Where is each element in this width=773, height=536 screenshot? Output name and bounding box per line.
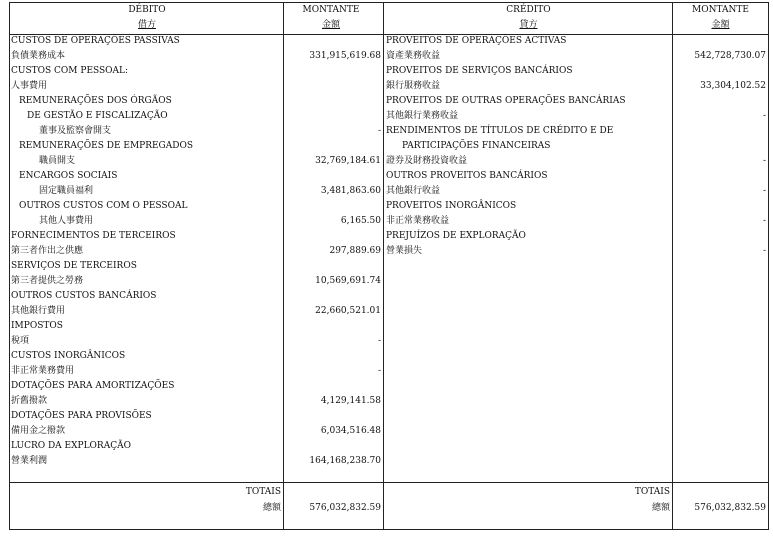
debit-amount — [281, 259, 381, 274]
credit-amount: - — [762, 216, 766, 226]
totals-label-credit: TOTAIS — [634, 487, 670, 497]
debit-amount: - — [377, 366, 381, 376]
credit-label: RENDIMENTOS DE TÍTULOS DE CRÉDITO E DE — [386, 126, 614, 136]
debit-label: 非正常業務費用 — [11, 366, 75, 376]
debit-amount — [281, 379, 381, 394]
credit-amount: - — [762, 111, 766, 121]
debit-row — [9, 274, 769, 289]
credit-amount — [675, 139, 766, 154]
credit-row — [9, 124, 769, 139]
totals-label-zh-credit: 總額 — [651, 503, 670, 513]
debit-amount: 297,889.69 — [329, 246, 381, 256]
debit-row — [9, 379, 769, 394]
debit-label: 折舊撥款 — [11, 396, 48, 406]
credit-amount — [675, 64, 766, 79]
debit-label: REMUNERAÇÕES DOS ÓRGÃOS — [19, 96, 172, 106]
credit-amount — [675, 34, 766, 49]
credit-amount — [675, 124, 766, 139]
debit-amount: 32,769,184.61 — [315, 156, 381, 166]
debit-label: CUSTOS DE OPERAÇÕES PASSIVAS — [11, 36, 180, 46]
debit-row — [9, 409, 769, 424]
credit-amount: 542,728,730.07 — [694, 51, 766, 61]
debit-label: OUTROS CUSTOS COM O PESSOAL — [19, 201, 188, 211]
debit-label: FORNECIMENTOS DE TERCEIROS — [11, 231, 176, 241]
credit-row — [9, 34, 769, 49]
debit-row — [9, 349, 769, 364]
debit-amount: 331,915,619.68 — [309, 51, 381, 61]
debit-row — [9, 424, 769, 439]
debit-label: SERVIÇOS DE TERCEIROS — [11, 261, 137, 271]
debit-amount — [281, 289, 381, 304]
credit-row — [9, 229, 769, 244]
credit-amount: - — [762, 186, 766, 196]
header-row-zh — [9, 18, 769, 33]
header-credit-zh: 貸方 — [519, 20, 538, 30]
header-amount-credit: MONTANTE — [692, 5, 749, 15]
header-amount-debit-zh: 金額 — [321, 20, 340, 30]
credit-amount — [675, 169, 766, 184]
debit-amount — [281, 319, 381, 334]
debit-label: LUCRO DA EXPLORAÇÃO — [11, 441, 131, 451]
credit-row — [9, 139, 769, 154]
debit-row — [9, 439, 769, 454]
debit-label: OUTROS CUSTOS BANCÁRIOS — [11, 291, 157, 301]
header-credit: CRÉDITO — [506, 5, 551, 15]
debit-label: 備用金之撥款 — [11, 426, 66, 436]
credit-row — [9, 109, 769, 124]
credit-row — [9, 154, 769, 169]
debit-label: IMPOSTOS — [11, 321, 63, 331]
debit-amount — [281, 349, 381, 364]
debit-label: REMUNERAÇÕES DE EMPREGADOS — [19, 141, 194, 151]
debit-label: 營業利潤 — [11, 456, 48, 466]
credit-label: 其他銀行收益 — [386, 186, 441, 196]
credit-label: 資產業務收益 — [386, 51, 441, 61]
debit-amount: 6,034,516.48 — [320, 426, 381, 436]
credit-label: 銀行服務收益 — [386, 81, 441, 91]
header-row-pt — [9, 3, 769, 18]
credit-amount — [675, 229, 766, 244]
credit-row — [9, 169, 769, 184]
header-debit-zh: 借方 — [137, 20, 156, 30]
credit-row — [9, 79, 769, 94]
credit-amount: - — [762, 246, 766, 256]
debit-row — [9, 289, 769, 304]
debit-amount: 164,168,238.70 — [309, 456, 381, 466]
debit-amount: 22,660,521.01 — [315, 306, 381, 316]
totals-label-zh-debit: 總額 — [262, 503, 281, 513]
credit-amount: 33,304,102.52 — [700, 81, 766, 91]
debit-label: DE GESTÃO E FISCALIZAÇÃO — [27, 111, 168, 121]
header-debit: DÉBITO — [128, 5, 166, 15]
debit-label: 第三者提供之勞務 — [11, 276, 84, 286]
credit-label: PROVEITOS INORGÂNICOS — [386, 201, 517, 211]
header-amount-credit-zh: 金額 — [711, 20, 730, 30]
debit-amount: - — [377, 126, 381, 136]
credit-label: PARTICIPAÇÕES FINANCEIRAS — [402, 141, 551, 151]
debit-amount: 6,165.50 — [340, 216, 381, 226]
credit-label: 證券及財務投資收益 — [386, 156, 468, 166]
debit-label: 稅項 — [11, 336, 30, 346]
debit-label: CUSTOS COM PESSOAL: — [11, 66, 129, 76]
debit-amount: - — [377, 336, 381, 346]
credit-amount — [675, 94, 766, 109]
credit-row — [9, 184, 769, 199]
credit-amount — [675, 199, 766, 214]
debit-label: CUSTOS INORGÂNICOS — [11, 351, 126, 361]
debit-label: DOTAÇÕES PARA PROVISÕES — [11, 411, 152, 421]
debit-label: 其他銀行費用 — [11, 306, 66, 316]
debit-row — [9, 454, 769, 469]
debit-amount: 3,481,863.60 — [320, 186, 381, 196]
debit-label: 其他人事費用 — [39, 216, 94, 226]
debit-total: 576,032,832.59 — [309, 503, 381, 513]
credit-label: PREJUÍZOS DE EXPLORAÇÃO — [386, 231, 526, 241]
credit-label: 營業損失 — [386, 246, 423, 256]
debit-label: 負債業務成本 — [11, 51, 66, 61]
debit-row — [9, 259, 769, 274]
debit-label: 職員開支 — [39, 156, 76, 166]
debit-amount: 4,129,141.58 — [320, 396, 381, 406]
totals-label-debit: TOTAIS — [245, 487, 281, 497]
debit-label: 固定職員福利 — [39, 186, 94, 196]
debit-amount: 10,569,691.74 — [315, 276, 381, 286]
credit-label: 其他銀行業務收益 — [386, 111, 459, 121]
debit-label: DOTAÇÕES PARA AMORTIZAÇÕES — [11, 381, 175, 391]
debit-amount — [281, 439, 381, 454]
debit-row — [9, 364, 769, 379]
account-statement — [9, 2, 769, 530]
credit-label: 非正常業務收益 — [386, 216, 450, 226]
credit-row — [9, 214, 769, 229]
debit-label: 人事費用 — [11, 81, 48, 91]
totals-divider — [9, 482, 769, 483]
bottom-border — [9, 529, 769, 530]
debit-row — [9, 334, 769, 349]
debit-label: ENCARGOS SOCIAIS — [19, 171, 118, 181]
credit-row — [9, 94, 769, 109]
header-amount-debit: MONTANTE — [302, 5, 360, 15]
credit-row — [9, 244, 769, 259]
credit-total: 576,032,832.59 — [694, 503, 766, 513]
credit-row — [9, 49, 769, 64]
credit-label: PROVEITOS DE OUTRAS OPERAÇÕES BANCÁRIAS — [386, 96, 626, 106]
debit-row — [9, 394, 769, 409]
debit-amount — [281, 409, 381, 424]
debit-row — [9, 319, 769, 334]
credit-label: PROVEITOS DE SERVIÇOS BANCÁRIOS — [386, 66, 573, 76]
credit-row — [9, 64, 769, 79]
credit-amount: - — [762, 156, 766, 166]
credit-label: PROVEITOS DE OPERAÇÕES ACTIVAS — [386, 36, 567, 46]
credit-row — [9, 199, 769, 214]
debit-label: 第三者作出之供應 — [11, 246, 84, 256]
credit-label: OUTROS PROVEITOS BANCÁRIOS — [386, 171, 548, 181]
debit-row — [9, 304, 769, 319]
debit-label: 董事及監察會開支 — [39, 126, 112, 136]
